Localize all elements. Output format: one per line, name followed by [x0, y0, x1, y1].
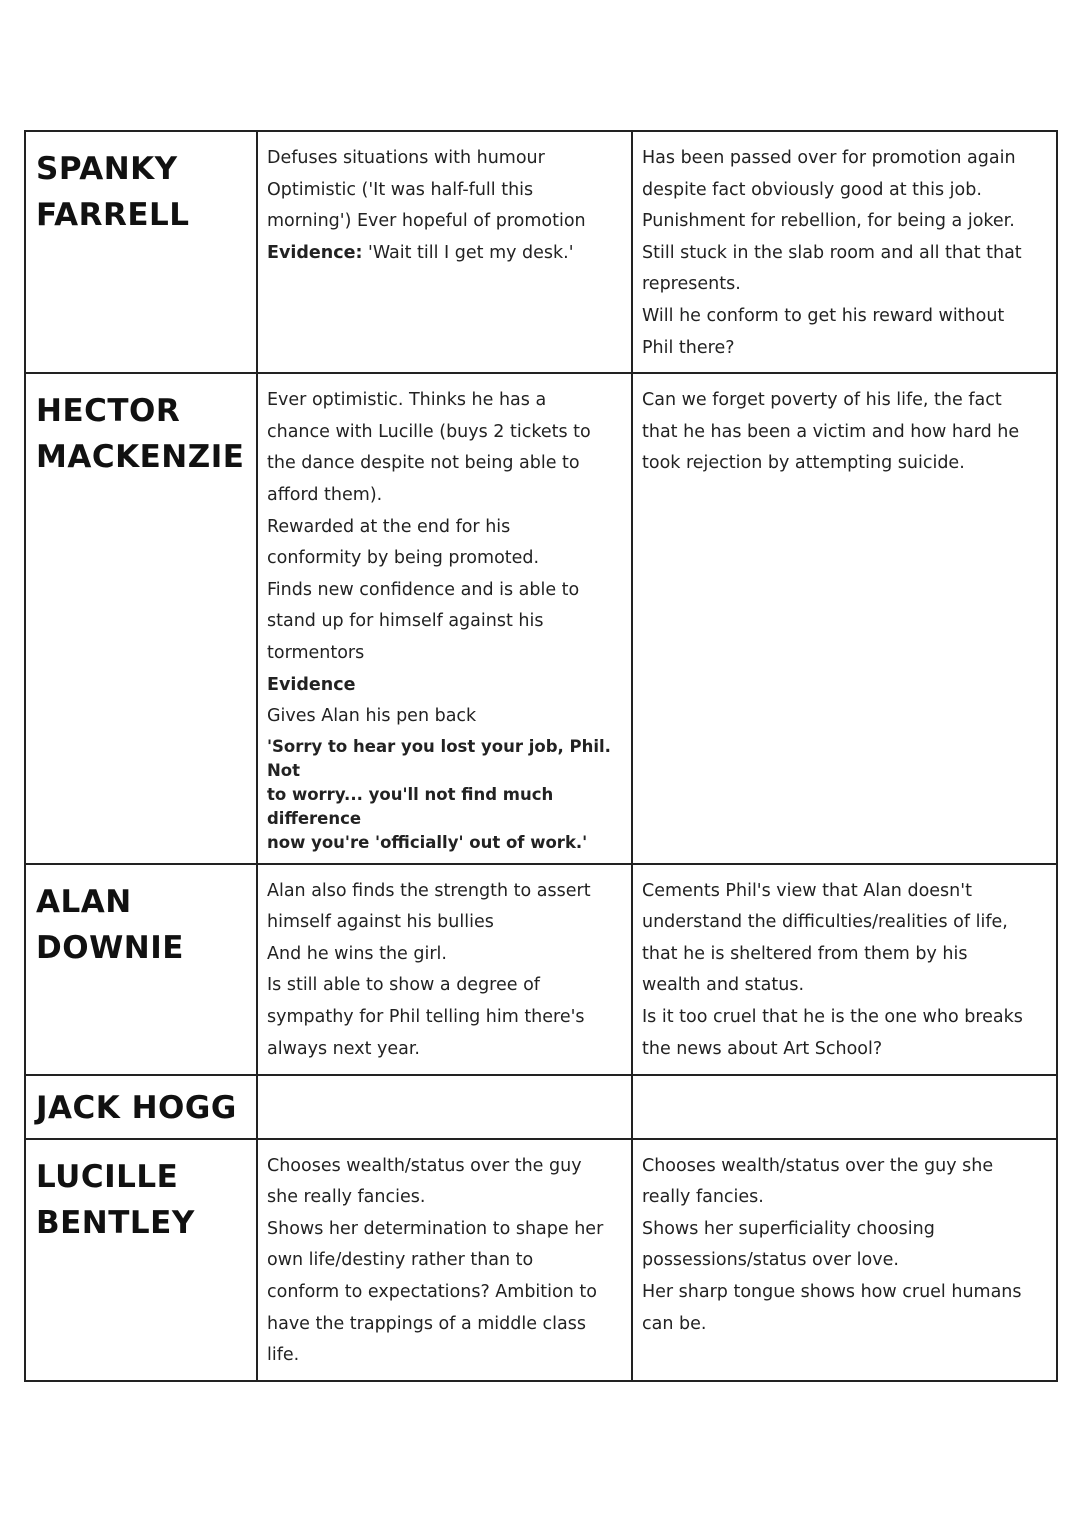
note-line: represents. — [642, 274, 741, 295]
quote-line: 'Sorry to hear you lost your job, Phil. Not — [267, 736, 611, 780]
evidence-label: Evidence — [267, 674, 356, 695]
note-line: Can we forget poverty of his life, the fact — [642, 390, 1002, 411]
evidence-label: Evidence: — [267, 242, 363, 263]
table-row-alan-downie — [25, 864, 1057, 1075]
note-line: Will he conform to get his reward without — [642, 305, 1005, 326]
note-line: despite fact obviously good at this job. — [642, 179, 982, 200]
note-line: the dance despite not being able to — [267, 453, 580, 474]
note-line: conformity by being promoted. — [267, 548, 540, 569]
note-line: Is it too cruel that he is the one who breaks — [642, 1007, 1023, 1028]
note-line: always next year. — [267, 1038, 420, 1059]
note-line: own life/destiny rather than to — [267, 1250, 534, 1271]
analysis-cell — [632, 373, 1057, 864]
note-line: really fancies. — [642, 1187, 764, 1208]
quote-line: to worry... you'll not find much difference — [267, 784, 554, 828]
note-line: Shows her determination to shape her — [267, 1218, 604, 1239]
character-name-cell — [25, 373, 257, 864]
evidence-line: Gives Alan his pen back — [267, 706, 477, 727]
note-line: Alan also finds the strength to assert — [267, 880, 591, 901]
analysis-cell — [632, 1139, 1057, 1381]
note-line: that he has been a victim and how hard he — [642, 421, 1020, 442]
evidence-quote: 'Wait till I get my desk.' — [362, 242, 574, 263]
traits-cell — [257, 131, 632, 373]
note-line: possessions/status over love. — [642, 1250, 899, 1271]
character-name-line: JACK HOGG — [36, 1089, 237, 1126]
note-line: Defuses situations with humour — [267, 148, 545, 168]
analysis-cell — [632, 864, 1057, 1075]
note-line: And he wins the girl. — [267, 943, 447, 964]
character-name-line: SPANKY — [36, 151, 178, 187]
note-line: that he is sheltered from them by his — [642, 943, 968, 964]
note-line: tormentors — [267, 642, 365, 663]
analysis-cell — [632, 131, 1057, 373]
character-name-line: DOWNIE — [36, 929, 184, 966]
note-line: Has been passed over for promotion again — [642, 148, 1016, 168]
note-line: Punishment for rebellion, for being a joker. — [642, 211, 1015, 232]
note-line: Still stuck in the slab room and all that that — [642, 242, 1022, 263]
note-line: sympathy for Phil telling him there's — [267, 1007, 585, 1028]
table-row-hector-mackenzie — [25, 373, 1057, 864]
table-row-jack-hogg — [25, 1075, 1057, 1139]
note-line: Chooses wealth/status over the guy she — [642, 1155, 994, 1176]
character-name-line: ALAN — [36, 883, 132, 920]
traits-cell — [257, 373, 632, 864]
note-line: she really fancies. — [267, 1187, 426, 1208]
note-line: Her sharp tongue shows how cruel humans — [642, 1282, 1022, 1303]
note-line: wealth and status. — [642, 975, 805, 996]
note-line: stand up for himself against his — [267, 611, 544, 632]
note-line: conform to expectations? Ambition to — [267, 1282, 597, 1303]
character-name-line: MACKENZIE — [36, 439, 245, 476]
character-name-cell — [25, 1139, 257, 1381]
note-line: the news about Art School? — [642, 1038, 883, 1059]
character-name-line: FARRELL — [36, 197, 190, 233]
note-line: Phil there? — [642, 337, 735, 358]
traits-cell — [257, 1139, 632, 1381]
note-line: morning') Ever hopeful of promotion — [267, 211, 586, 232]
note-line: have the trappings of a middle class — [267, 1313, 586, 1334]
note-line: Rewarded at the end for his — [267, 516, 511, 537]
note-line: himself against his bullies — [267, 912, 494, 933]
note-line: chance with Lucille (buys 2 tickets to — [267, 421, 591, 442]
note-line: Cements Phil's view that Alan doesn't — [642, 880, 972, 901]
note-line: life. — [267, 1345, 300, 1366]
character-name-cell — [25, 131, 257, 373]
table-row-spanky-farrell — [25, 131, 1057, 373]
character-name-cell — [25, 864, 257, 1075]
analysis-cell — [632, 1075, 1057, 1139]
character-name-line: HECTOR — [36, 393, 181, 430]
evidence-line — [267, 238, 623, 270]
note-line: Optimistic ('It was half-full this — [267, 179, 534, 200]
note-line: can be. — [642, 1313, 707, 1334]
character-name-cell — [25, 1075, 257, 1139]
note-line: took rejection by attempting suicide. — [642, 453, 965, 474]
note-line: Chooses wealth/status over the guy — [267, 1155, 582, 1176]
traits-cell — [257, 1075, 632, 1139]
traits-cell — [257, 864, 632, 1075]
note-line: Is still able to show a degree of — [267, 975, 540, 996]
evidence-quote — [267, 735, 623, 855]
note-line: Ever optimistic. Thinks he has a — [267, 390, 547, 411]
quote-line: now you're 'officially' out of work.' — [267, 832, 588, 852]
note-line: understand the difficulties/realities of life, — [642, 912, 1008, 933]
note-line: Shows her superficiality choosing — [642, 1218, 935, 1239]
character-name-line: LUCILLE — [36, 1158, 179, 1195]
table-row-lucille-bentley — [25, 1139, 1057, 1381]
character-name-line: BENTLEY — [36, 1204, 195, 1241]
character-notes-table — [24, 130, 1058, 1382]
note-line: afford them). — [267, 484, 383, 505]
note-line: Finds new confidence and is able to — [267, 579, 580, 600]
